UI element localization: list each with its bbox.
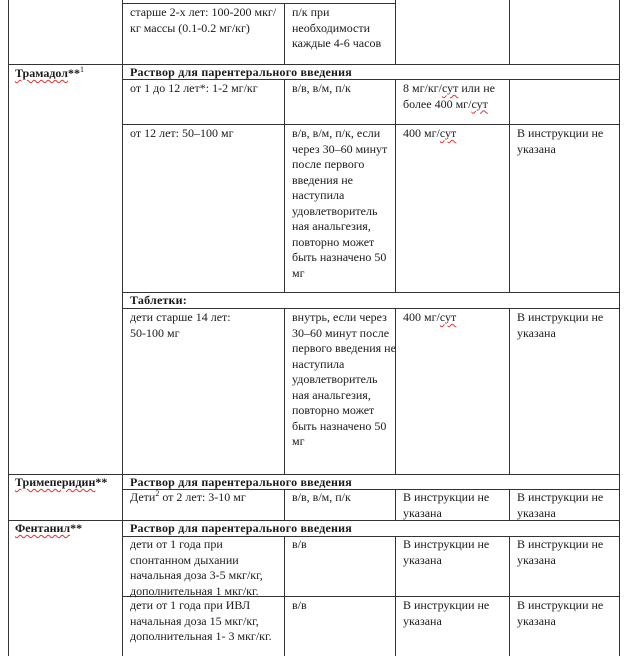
form-header: Раствор для парентерального введения xyxy=(130,521,352,535)
max-daily-text: 400 мг/ xyxy=(403,310,440,324)
form-header: Раствор для парентерального введения xyxy=(130,475,352,489)
drug-name-fentanyl xyxy=(9,521,122,537)
max-daily-text: 400 мг/ xyxy=(403,126,440,140)
route-cell: в/в, в/м, п/к xyxy=(292,490,351,504)
footnote-ref: 2 xyxy=(155,489,160,498)
dose-text: Дети xyxy=(130,490,156,504)
column-divider-4 xyxy=(509,0,510,65)
max-daily-cell: В инструкции не указана xyxy=(403,490,490,520)
max-daily-cell xyxy=(397,310,509,326)
max-daily-text: или не более 400 мг/ xyxy=(403,81,495,111)
max-course-cell: В инструкции не указана xyxy=(517,310,604,340)
column-divider-4 xyxy=(509,489,510,520)
route-cell: в/в xyxy=(292,598,307,612)
drug-name: Фентанил xyxy=(15,521,71,535)
route-cell: в/в, в/м, п/к, если через 30–60 минут после первого введения не наступила удовлетворитель ная анальгезия, повторно может быть назначено 50 мг xyxy=(292,126,388,280)
drug-name-tramadol xyxy=(9,66,122,82)
dose-line: дети старше 14 лет: xyxy=(130,310,231,324)
max-daily-cell: В инструкции не указана xyxy=(403,537,490,567)
dose-cell xyxy=(124,490,284,506)
route-cell: в/в, в/м, п/к xyxy=(292,81,351,95)
form-header: Таблетки: xyxy=(130,293,187,307)
max-course-cell: В инструкции не указана xyxy=(517,598,604,628)
max-course-cell: В инструкции не указана xyxy=(517,490,604,520)
column-divider-1 xyxy=(122,0,123,656)
dose-line: 50-100 мг xyxy=(130,325,180,340)
form-header: Раствор для парентерального введения xyxy=(130,65,352,79)
drug-name: Трамадол xyxy=(15,66,68,80)
route-cell: п/к при необходимости каждые 4-6 часов xyxy=(292,5,382,50)
dose-text: от 2 лет: 3-10 мг xyxy=(159,490,246,504)
max-daily-cell xyxy=(397,126,509,142)
dose-cell: от 12 лет: 50–100 мг xyxy=(130,126,234,140)
max-daily-cell: В инструкции не указана xyxy=(403,598,490,628)
max-course-cell: В инструкции не указана xyxy=(517,537,604,567)
drug-suffix: ** xyxy=(70,521,83,535)
column-divider-2 xyxy=(284,3,285,65)
drug-suffix: ** xyxy=(95,475,108,489)
column-divider-2 xyxy=(284,489,285,520)
unit-text: сут xyxy=(441,81,459,95)
drug-name: Тримеперидин xyxy=(15,475,96,489)
table-border-left xyxy=(8,0,9,656)
column-divider-2 xyxy=(284,308,285,474)
max-daily-cell xyxy=(397,81,509,112)
unit-text: сут xyxy=(439,310,457,324)
row-border xyxy=(122,3,395,4)
unit-text: сут xyxy=(439,126,457,140)
dose-cell: дети от 1 года при спонтанном дыхании начальная доза 3-5 мкг/кг, дополнительная 1 мкг/кг. xyxy=(130,537,263,598)
route-cell: в/в xyxy=(292,537,307,551)
column-divider-4 xyxy=(509,79,510,292)
dose-cell: от 1 до 12 лет*: 1-2 мг/кг xyxy=(130,81,258,95)
dose-cell: старше 2-х лет: 100-200 мкг/кг массы (0.1-0.2 мг/кг) xyxy=(130,5,277,35)
drug-suffix: ** xyxy=(67,66,80,80)
unit-text: сут xyxy=(471,96,488,111)
max-course-cell: В инструкции не указана xyxy=(517,126,604,156)
dose-cell: дети от 1 года при ИВЛ начальная доза 15 мкг/кг, дополнительная 1- 3 мкг/кг. xyxy=(130,598,272,643)
row-border xyxy=(122,124,620,125)
column-divider-2 xyxy=(284,79,285,292)
max-daily-text: 8 мг/кг/ xyxy=(403,81,442,95)
dose-cell xyxy=(124,310,284,341)
table-border-right xyxy=(619,0,620,656)
route-cell: внутрь, если через 30–60 минут после первого введения не наступила удовлетворитель ная анальгезия, повторно может быть назначено 50 мг xyxy=(292,310,396,448)
drug-name-trimeperidine xyxy=(9,475,122,491)
column-divider-4 xyxy=(509,308,510,474)
footnote-ref: 1 xyxy=(79,65,84,74)
